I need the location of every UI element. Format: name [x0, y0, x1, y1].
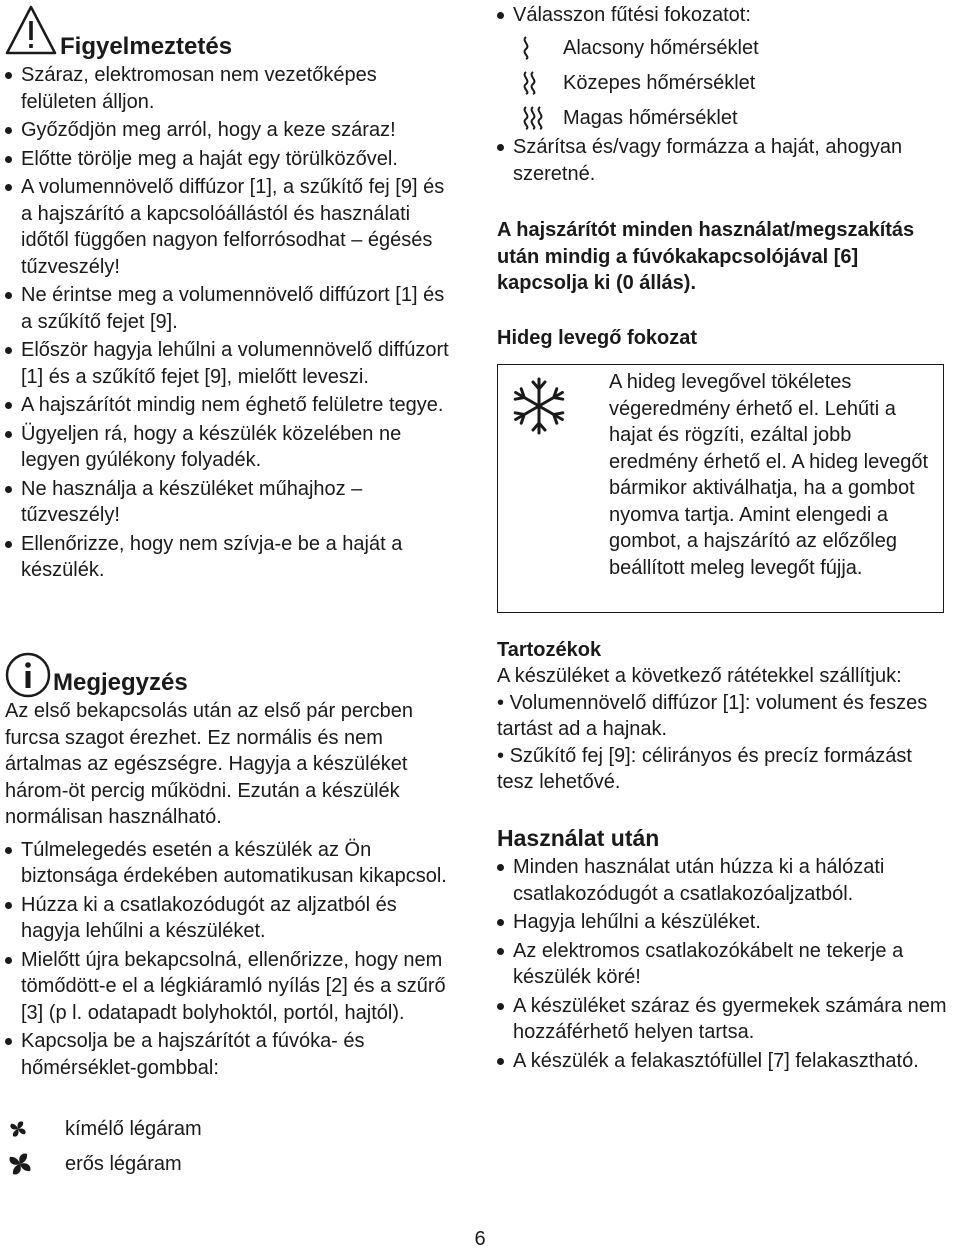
- list-item: Győződjön meg arról, hogy a keze száraz!: [5, 117, 455, 144]
- after-use-list: [497, 854, 947, 1074]
- accessories-title: Tartozékok: [497, 639, 602, 661]
- heat-medium-icon: [520, 70, 560, 96]
- note-title: Megjegyzés: [53, 669, 188, 696]
- list-item: A volumennövelő diffúzor [1], a szűkítő fej [9] és a hajszárító a kapcsolóállástól és használati időtől függően nagyon felforrósodhat – égésés tűzveszély!: [5, 174, 455, 280]
- list-item: Ellenőrizze, hogy nem szívja-e be a haját a készülék.: [5, 531, 455, 584]
- heat-level-label: Magas hőmérséklet: [563, 107, 738, 129]
- accessory-item: • Volumennövelő diffúzor [1]: volument és feszes tartást ad a hajnak.: [497, 691, 928, 740]
- list-item: Ügyeljen rá, hogy a készülék közelében ne legyen gyúlékony folyadék.: [5, 421, 455, 474]
- note-section: [5, 698, 455, 1083]
- list-item: Szárítsa és/vagy formázza a haját, ahogyan szeretné.: [497, 134, 947, 187]
- after-use-section: [497, 824, 947, 1076]
- fan-large-icon: [5, 1151, 41, 1177]
- style-section: [497, 134, 947, 189]
- after-use-title: Használat után: [497, 825, 660, 851]
- list-item: Hagyja lehűlni a készüléket.: [497, 909, 947, 936]
- note-paragraph: Az első bekapcsolás után az első pár percben furcsa szagot érezhet. Ez normális és nem ártalmas az egészségre. Hagyja a készüléket három-öt percig működni. Ezután a készülék normálisan használható.: [5, 700, 414, 828]
- list-item: Az elektromos csatlakozókábelt ne tekerje a készülék köré!: [497, 938, 947, 991]
- list-item: Húzza ki a csatlakozódugót az aljzatból és hagyja lehűlni a készüléket.: [5, 892, 455, 945]
- bold-note: A hajszárítót minden használat/megszakítás után mindig a fúvókakapcsolójával [6] kapcsolja ki (0 állás).: [497, 219, 915, 294]
- heat-low-icon: [520, 35, 560, 61]
- cold-air-text: A hideg levegővel tökéletes végeredmény érhető el. Lehűti a hajat és rögzíti, ezáltal jobb eredmény érhető el. A hideg levegőt bármikor aktiválhatja, ha a gombot nyomva tartja. Amint elengedi a gombot, a hajszárító az előzőleg beállított meleg levegőt fújja.: [609, 371, 929, 579]
- warning-section: [5, 62, 455, 586]
- heat-intro: Válasszon fűtési fokozatot:: [497, 2, 947, 29]
- cold-air-box: [497, 364, 944, 613]
- list-item: A készülék a felakasztófüllel [7] felakasztható.: [497, 1048, 947, 1075]
- list-item: Túlmelegedés esetén a készülék az Ön biztonsága érdekében automatikusan kikapcsol.: [5, 837, 455, 890]
- list-item: Előtte törölje meg a haját egy törülközővel.: [5, 146, 455, 173]
- list-item: Ne használja a készüléket műhajhoz – tűzveszély!: [5, 476, 455, 529]
- list-item: Száraz, elektromosan nem vezetőképes felületen álljon.: [5, 62, 455, 115]
- heat-level-label: Alacsony hőmérséklet: [563, 37, 759, 59]
- warning-heading: [5, 2, 455, 60]
- warning-title: Figyelmeztetés: [60, 33, 233, 60]
- heat-level-label: Közepes hőmérséklet: [563, 72, 756, 94]
- fan-mode-label: kímélő légáram: [65, 1118, 202, 1140]
- list-item: Kapcsolja be a hajszárítót a fúvóka- és hőmérséklet-gombbal:: [5, 1028, 455, 1081]
- list-item: Mielőtt újra bekapcsolná, ellenőrizze, hogy nem tömődött-e el a légkiáramló nyílás [2] és a szűrő [3] (p l. odatapadt bolyhoktól, portól, hajtól).: [5, 947, 455, 1027]
- accessories-section: [497, 637, 947, 796]
- warning-triangle-icon: [5, 4, 57, 56]
- page-number: 6: [474, 1228, 486, 1250]
- info-icon: [5, 652, 51, 698]
- fan-small-icon: [5, 1116, 41, 1142]
- list-item: Minden használat után húzza ki a hálózati csatlakozódugót a csatlakozóaljzatból.: [497, 854, 947, 907]
- list-item: Ne érintse meg a volumennövelő diffúzort [1] és a szűkítő fejet [9].: [5, 282, 455, 335]
- heat-high-icon: [520, 105, 560, 131]
- note-list: [5, 837, 455, 1082]
- accessory-item: • Szűkítő fej [9]: célirányos és precíz formázást tesz lehetővé.: [497, 744, 912, 793]
- warning-list: [5, 62, 455, 584]
- list-item: Először hagyja lehűlni a volumennövelő diffúzort [1] és a szűkítő fejet [9], mielőtt leveszi.: [5, 337, 455, 390]
- accessories-intro: A készüléket a következő rátétekkel szállítjuk:: [497, 665, 902, 687]
- heat-section: [497, 2, 947, 31]
- snowflake-icon: [508, 375, 570, 437]
- note-heading: [5, 652, 455, 700]
- fan-mode-label: erős légáram: [65, 1153, 182, 1175]
- list-item: A készüléket száraz és gyermekek számára nem hozzáférhető helyen tartsa.: [497, 993, 947, 1046]
- cold-title: Hideg levegő fokozat: [497, 327, 698, 349]
- list-item: A hajszárítót mindig nem éghető felületre tegye.: [5, 392, 455, 419]
